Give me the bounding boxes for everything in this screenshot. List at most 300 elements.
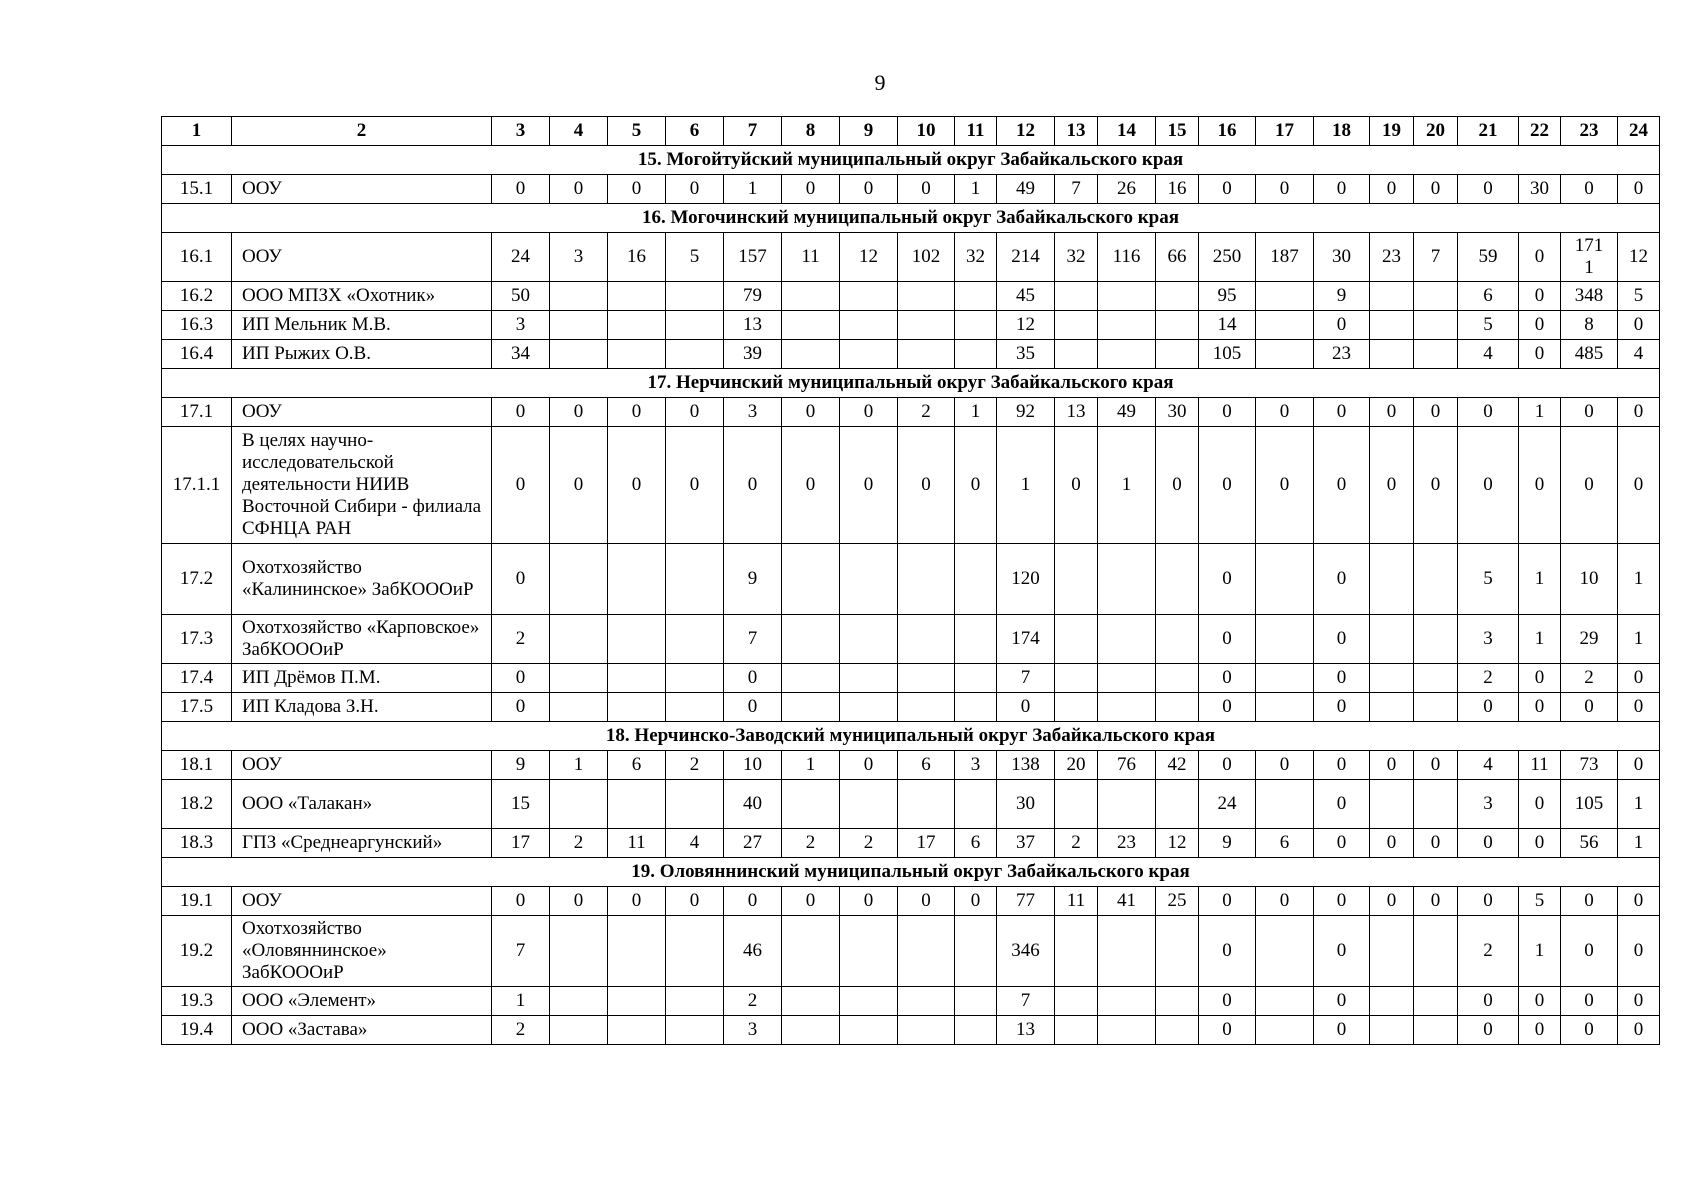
value-cell xyxy=(1370,615,1414,664)
value-cell xyxy=(898,916,955,987)
table-row xyxy=(162,887,1660,916)
value-cell: 1 xyxy=(1519,615,1561,664)
value-cell xyxy=(1256,693,1314,722)
value-cell: 73 xyxy=(1561,751,1618,780)
value-cell: 0 xyxy=(1561,987,1618,1016)
value-cell xyxy=(666,693,724,722)
value-cell xyxy=(666,282,724,311)
value-cell: 138 xyxy=(997,751,1055,780)
value-cell xyxy=(840,693,898,722)
value-cell: 7 xyxy=(724,615,782,664)
value-cell: 1 xyxy=(550,751,608,780)
value-cell xyxy=(1156,916,1199,987)
value-cell: 3 xyxy=(550,233,608,282)
value-cell: 76 xyxy=(1098,751,1156,780)
value-cell: 0 xyxy=(550,427,608,544)
value-cell: 30 xyxy=(997,780,1055,829)
value-cell xyxy=(1055,916,1098,987)
value-cell: 49 xyxy=(1098,398,1156,427)
value-cell: 14 xyxy=(1199,311,1256,340)
value-cell: 0 xyxy=(666,887,724,916)
value-cell: 0 xyxy=(1314,311,1370,340)
organization-name-cell: Охотхозяйство «Калининское» ЗабКОООиР xyxy=(232,544,492,615)
value-cell: 12 xyxy=(1156,829,1199,858)
value-cell xyxy=(1370,282,1414,311)
column-number-header: 8 xyxy=(782,117,840,146)
value-cell xyxy=(955,1016,997,1045)
value-cell: 0 xyxy=(955,887,997,916)
row-number-cell: 19.3 xyxy=(162,987,232,1016)
value-cell: 32 xyxy=(1055,233,1098,282)
column-number-header: 12 xyxy=(997,117,1055,146)
value-cell: 5 xyxy=(666,233,724,282)
value-cell xyxy=(1055,615,1098,664)
value-cell xyxy=(666,780,724,829)
organization-name-cell: ООО «Застава» xyxy=(232,1016,492,1045)
value-cell: 1 xyxy=(1519,398,1561,427)
value-cell: 7 xyxy=(997,987,1055,1016)
value-cell: 59 xyxy=(1458,233,1519,282)
table-row xyxy=(162,340,1660,369)
value-cell: 0 xyxy=(898,427,955,544)
column-number-header: 3 xyxy=(492,117,550,146)
value-cell: 0 xyxy=(1618,398,1660,427)
value-cell: 26 xyxy=(1098,175,1156,204)
organization-name-cell: ООУ xyxy=(232,398,492,427)
value-cell xyxy=(1156,693,1199,722)
value-cell: 187 xyxy=(1256,233,1314,282)
value-cell xyxy=(898,615,955,664)
value-cell xyxy=(1370,311,1414,340)
value-cell xyxy=(1156,664,1199,693)
value-cell xyxy=(898,664,955,693)
value-cell: 8 xyxy=(1561,311,1618,340)
table-row xyxy=(162,615,1660,664)
value-cell xyxy=(1256,615,1314,664)
value-cell: 0 xyxy=(1561,427,1618,544)
value-cell: 3 xyxy=(955,751,997,780)
value-cell: 0 xyxy=(1314,427,1370,544)
value-cell xyxy=(1156,1016,1199,1045)
column-number-header: 7 xyxy=(724,117,782,146)
value-cell xyxy=(840,1016,898,1045)
value-cell xyxy=(1098,544,1156,615)
value-cell: 0 xyxy=(1618,693,1660,722)
value-cell: 30 xyxy=(1314,233,1370,282)
section-title: 17. Нерчинский муниципальный округ Забайкальского края xyxy=(162,369,1660,398)
value-cell: 102 xyxy=(898,233,955,282)
value-cell: 0 xyxy=(724,887,782,916)
value-cell: 4 xyxy=(1458,340,1519,369)
value-cell: 2 xyxy=(550,829,608,858)
value-cell: 0 xyxy=(955,427,997,544)
value-cell: 0 xyxy=(997,693,1055,722)
value-cell: 348 xyxy=(1561,282,1618,311)
section-title: 19. Оловяннинский муниципальный округ Забайкальского края xyxy=(162,858,1660,887)
value-cell: 3 xyxy=(1458,780,1519,829)
value-cell: 0 xyxy=(1256,887,1314,916)
column-number-header: 23 xyxy=(1561,117,1618,146)
row-number-cell: 16.1 xyxy=(162,233,232,282)
value-cell: 0 xyxy=(1370,398,1414,427)
value-cell: 2 xyxy=(666,751,724,780)
value-cell: 0 xyxy=(492,175,550,204)
value-cell: 0 xyxy=(1458,427,1519,544)
row-number-cell: 17.5 xyxy=(162,693,232,722)
value-cell xyxy=(840,282,898,311)
value-cell xyxy=(550,1016,608,1045)
value-cell xyxy=(608,311,666,340)
section-row xyxy=(162,146,1660,175)
value-cell: 20 xyxy=(1055,751,1098,780)
value-cell: 0 xyxy=(666,175,724,204)
value-cell: 5 xyxy=(1519,887,1561,916)
value-cell xyxy=(1370,340,1414,369)
value-cell: 0 xyxy=(1458,175,1519,204)
value-cell xyxy=(782,311,840,340)
value-cell: 27 xyxy=(724,829,782,858)
column-number-header: 22 xyxy=(1519,117,1561,146)
value-cell: 92 xyxy=(997,398,1055,427)
organization-name-cell: ООУ xyxy=(232,751,492,780)
value-cell: 0 xyxy=(1561,1016,1618,1045)
value-cell xyxy=(608,282,666,311)
value-cell xyxy=(840,311,898,340)
column-number-header: 20 xyxy=(1414,117,1458,146)
value-cell: 0 xyxy=(1414,398,1458,427)
value-cell: 0 xyxy=(1414,175,1458,204)
value-cell xyxy=(550,282,608,311)
value-cell xyxy=(1256,987,1314,1016)
value-cell xyxy=(1098,282,1156,311)
value-cell: 171 1 xyxy=(1561,233,1618,282)
value-cell: 29 xyxy=(1561,615,1618,664)
value-cell xyxy=(666,340,724,369)
value-cell: 1 xyxy=(782,751,840,780)
value-cell xyxy=(955,615,997,664)
value-cell: 0 xyxy=(1618,887,1660,916)
value-cell xyxy=(1256,340,1314,369)
value-cell xyxy=(1256,282,1314,311)
section-title: 18. Нерчинско-Заводский муниципальный округ Забайкальского края xyxy=(162,722,1660,751)
value-cell: 42 xyxy=(1156,751,1199,780)
value-cell xyxy=(1414,780,1458,829)
value-cell xyxy=(1055,311,1098,340)
value-cell xyxy=(1370,544,1414,615)
value-cell: 0 xyxy=(1199,916,1256,987)
value-cell: 2 xyxy=(1458,916,1519,987)
value-cell xyxy=(550,664,608,693)
value-cell: 0 xyxy=(1618,311,1660,340)
value-cell: 1 xyxy=(955,398,997,427)
value-cell xyxy=(898,282,955,311)
value-cell: 0 xyxy=(1561,916,1618,987)
value-cell xyxy=(1370,1016,1414,1045)
value-cell: 0 xyxy=(1414,751,1458,780)
value-cell xyxy=(898,1016,955,1045)
organization-name-cell: ИП Дрёмов П.М. xyxy=(232,664,492,693)
value-cell: 3 xyxy=(1458,615,1519,664)
organization-name-cell: ООО МПЗХ «Охотник» xyxy=(232,282,492,311)
row-number-cell: 19.4 xyxy=(162,1016,232,1045)
value-cell: 0 xyxy=(1370,751,1414,780)
value-cell: 0 xyxy=(1314,887,1370,916)
value-cell: 1 xyxy=(1618,544,1660,615)
value-cell: 9 xyxy=(492,751,550,780)
table-row xyxy=(162,916,1660,987)
value-cell xyxy=(1055,780,1098,829)
value-cell xyxy=(1156,311,1199,340)
value-cell: 1 xyxy=(1618,615,1660,664)
value-cell: 24 xyxy=(492,233,550,282)
value-cell xyxy=(1055,544,1098,615)
value-cell: 0 xyxy=(550,175,608,204)
value-cell: 1 xyxy=(1618,829,1660,858)
value-cell xyxy=(898,987,955,1016)
value-cell: 0 xyxy=(840,427,898,544)
value-cell: 7 xyxy=(492,916,550,987)
value-cell xyxy=(955,664,997,693)
value-cell: 0 xyxy=(1314,544,1370,615)
value-cell: 346 xyxy=(997,916,1055,987)
column-number-header: 10 xyxy=(898,117,955,146)
row-number-cell: 19.1 xyxy=(162,887,232,916)
value-cell: 1 xyxy=(1519,544,1561,615)
value-cell: 5 xyxy=(1458,544,1519,615)
value-cell: 0 xyxy=(1199,427,1256,544)
value-cell xyxy=(550,987,608,1016)
table-row xyxy=(162,751,1660,780)
value-cell: 3 xyxy=(724,1016,782,1045)
value-cell xyxy=(666,987,724,1016)
value-cell: 0 xyxy=(492,544,550,615)
value-cell: 56 xyxy=(1561,829,1618,858)
row-number-cell: 18.3 xyxy=(162,829,232,858)
value-cell: 2 xyxy=(492,1016,550,1045)
value-cell: 2 xyxy=(724,987,782,1016)
row-number-cell: 19.2 xyxy=(162,916,232,987)
page-number: 9 xyxy=(874,70,886,95)
value-cell xyxy=(608,340,666,369)
value-cell: 6 xyxy=(898,751,955,780)
value-cell xyxy=(1414,544,1458,615)
row-number-cell: 18.2 xyxy=(162,780,232,829)
value-cell xyxy=(1055,282,1098,311)
column-number-header: 24 xyxy=(1618,117,1660,146)
value-cell: 2 xyxy=(1561,664,1618,693)
row-number-cell: 17.4 xyxy=(162,664,232,693)
column-number-header: 15 xyxy=(1156,117,1199,146)
value-cell: 0 xyxy=(1370,427,1414,544)
value-cell xyxy=(1414,664,1458,693)
table-row xyxy=(162,693,1660,722)
value-cell: 0 xyxy=(1256,398,1314,427)
value-cell xyxy=(1055,987,1098,1016)
value-cell: 39 xyxy=(724,340,782,369)
value-cell xyxy=(608,664,666,693)
value-cell xyxy=(666,664,724,693)
value-cell xyxy=(955,282,997,311)
hunting-resources-table xyxy=(161,116,1660,1045)
value-cell: 10 xyxy=(724,751,782,780)
column-number-header: 2 xyxy=(232,117,492,146)
value-cell: 6 xyxy=(1256,829,1314,858)
value-cell: 0 xyxy=(1199,751,1256,780)
value-cell xyxy=(666,916,724,987)
value-cell: 0 xyxy=(1256,427,1314,544)
value-cell xyxy=(898,544,955,615)
value-cell: 0 xyxy=(1561,887,1618,916)
value-cell: 0 xyxy=(1458,693,1519,722)
value-cell xyxy=(1414,282,1458,311)
value-cell xyxy=(1414,311,1458,340)
value-cell: 0 xyxy=(1618,916,1660,987)
value-cell: 0 xyxy=(1519,780,1561,829)
organization-name-cell: ООУ xyxy=(232,233,492,282)
table-row xyxy=(162,282,1660,311)
value-cell: 0 xyxy=(492,398,550,427)
value-cell: 17 xyxy=(492,829,550,858)
value-cell xyxy=(1370,987,1414,1016)
value-cell xyxy=(1414,987,1458,1016)
value-cell xyxy=(955,340,997,369)
value-cell: 0 xyxy=(1199,615,1256,664)
value-cell: 2 xyxy=(782,829,840,858)
value-cell: 10 xyxy=(1561,544,1618,615)
value-cell xyxy=(1098,340,1156,369)
value-cell xyxy=(1414,916,1458,987)
value-cell xyxy=(1156,340,1199,369)
value-cell: 1 xyxy=(1519,916,1561,987)
value-cell: 0 xyxy=(1458,987,1519,1016)
column-number-header: 9 xyxy=(840,117,898,146)
value-cell: 485 xyxy=(1561,340,1618,369)
value-cell: 0 xyxy=(550,887,608,916)
value-cell xyxy=(782,916,840,987)
value-cell xyxy=(1370,916,1414,987)
value-cell: 0 xyxy=(782,887,840,916)
value-cell xyxy=(782,780,840,829)
value-cell: 5 xyxy=(1458,311,1519,340)
value-cell: 0 xyxy=(1156,427,1199,544)
table-row xyxy=(162,1016,1660,1045)
value-cell: 0 xyxy=(1414,829,1458,858)
value-cell: 49 xyxy=(997,175,1055,204)
value-cell: 37 xyxy=(997,829,1055,858)
value-cell xyxy=(1055,693,1098,722)
value-cell: 0 xyxy=(492,664,550,693)
value-cell xyxy=(955,544,997,615)
value-cell: 0 xyxy=(1519,1016,1561,1045)
value-cell xyxy=(898,311,955,340)
table-row xyxy=(162,427,1660,544)
table-row xyxy=(162,311,1660,340)
value-cell: 0 xyxy=(782,398,840,427)
value-cell xyxy=(1256,664,1314,693)
value-cell: 1 xyxy=(1618,780,1660,829)
value-cell: 0 xyxy=(724,693,782,722)
value-cell: 2 xyxy=(492,615,550,664)
value-cell xyxy=(1098,916,1156,987)
table-row xyxy=(162,544,1660,615)
value-cell xyxy=(1098,987,1156,1016)
value-cell xyxy=(840,987,898,1016)
value-cell: 5 xyxy=(1618,282,1660,311)
value-cell xyxy=(1256,916,1314,987)
value-cell xyxy=(608,916,666,987)
value-cell xyxy=(840,664,898,693)
value-cell xyxy=(782,615,840,664)
value-cell xyxy=(666,544,724,615)
value-cell xyxy=(1414,615,1458,664)
organization-name-cell: ГПЗ «Среднеаргунский» xyxy=(232,829,492,858)
value-cell: 45 xyxy=(997,282,1055,311)
value-cell xyxy=(550,780,608,829)
column-number-header: 5 xyxy=(608,117,666,146)
value-cell: 0 xyxy=(492,427,550,544)
value-cell: 11 xyxy=(1055,887,1098,916)
value-cell: 0 xyxy=(1314,829,1370,858)
value-cell: 0 xyxy=(1618,427,1660,544)
value-cell: 9 xyxy=(1199,829,1256,858)
value-cell xyxy=(1414,693,1458,722)
value-cell: 6 xyxy=(955,829,997,858)
value-cell xyxy=(1256,311,1314,340)
row-number-cell: 17.2 xyxy=(162,544,232,615)
value-cell: 34 xyxy=(492,340,550,369)
column-number-header: 17 xyxy=(1256,117,1314,146)
value-cell xyxy=(782,987,840,1016)
row-number-cell: 16.3 xyxy=(162,311,232,340)
value-cell xyxy=(898,780,955,829)
value-cell: 0 xyxy=(608,887,666,916)
value-cell xyxy=(955,780,997,829)
column-number-header: 6 xyxy=(666,117,724,146)
value-cell: 0 xyxy=(608,427,666,544)
section-row xyxy=(162,722,1660,751)
value-cell: 6 xyxy=(1458,282,1519,311)
table-row xyxy=(162,175,1660,204)
value-cell: 2 xyxy=(898,398,955,427)
value-cell xyxy=(666,615,724,664)
value-cell: 0 xyxy=(492,693,550,722)
value-cell xyxy=(1098,780,1156,829)
value-cell: 0 xyxy=(1314,398,1370,427)
value-cell: 11 xyxy=(1519,751,1561,780)
value-cell: 0 xyxy=(1519,987,1561,1016)
table-row xyxy=(162,987,1660,1016)
value-cell: 0 xyxy=(1414,427,1458,544)
value-cell xyxy=(1055,1016,1098,1045)
row-number-cell: 17.1 xyxy=(162,398,232,427)
value-cell xyxy=(1256,780,1314,829)
value-cell: 0 xyxy=(1561,175,1618,204)
value-cell: 7 xyxy=(1414,233,1458,282)
value-cell: 7 xyxy=(997,664,1055,693)
value-cell: 0 xyxy=(550,398,608,427)
value-cell: 0 xyxy=(1458,887,1519,916)
table-row xyxy=(162,829,1660,858)
section-row xyxy=(162,204,1660,233)
value-cell xyxy=(550,693,608,722)
column-number-header: 16 xyxy=(1199,117,1256,146)
value-cell: 0 xyxy=(608,398,666,427)
value-cell xyxy=(550,916,608,987)
value-cell xyxy=(1055,664,1098,693)
organization-name-cell: ООО «Талакан» xyxy=(232,780,492,829)
value-cell xyxy=(782,664,840,693)
column-number-header: 21 xyxy=(1458,117,1519,146)
